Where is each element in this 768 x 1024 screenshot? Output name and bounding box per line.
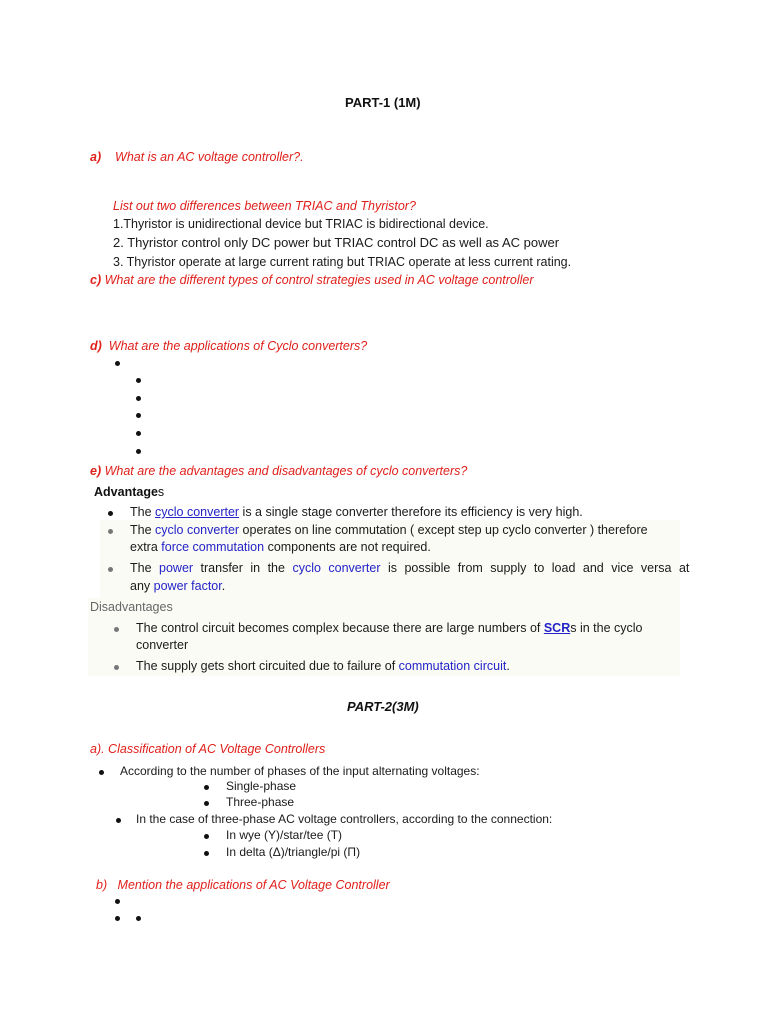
p2a-sub-bullet-4 — [204, 851, 209, 856]
p2a-sub-1: Single-phase — [226, 779, 297, 793]
dis2-pre: The supply gets short circuited due to failure of — [136, 659, 399, 673]
question-d-label: d) — [90, 339, 102, 353]
adv3-line2-pre: any — [130, 579, 154, 593]
advantage-3-line2 — [130, 579, 225, 593]
p2a-sub-2: Three-phase — [226, 795, 295, 809]
adv3-line1-post: is possible from supply to load and vice versa at — [380, 561, 690, 575]
adv-bullet-1 — [108, 511, 113, 516]
adv-bullet-3 — [108, 567, 113, 572]
advantage-2-line1 — [130, 523, 648, 537]
question-c — [90, 273, 534, 287]
adv2-line2-pre: extra — [130, 540, 162, 554]
disadvantages-heading: Disadvantages — [90, 600, 173, 614]
question-c-text: What are the different types of control strategies used in AC voltage controller — [104, 273, 534, 287]
part2-question-b — [96, 878, 390, 892]
adv1-post: is a single stage converter therefore its efficiency is very high. — [239, 505, 583, 519]
advantages-heading — [94, 485, 164, 499]
question-d — [90, 339, 367, 353]
p2a-sub-bullet-3 — [204, 834, 209, 839]
question-b-text: List out two differences between TRIAC and Thyristor? — [113, 199, 416, 213]
question-e-label: e) — [90, 464, 102, 478]
empty-bullet-d-4 — [136, 413, 141, 418]
power-link[interactable]: power — [159, 561, 194, 575]
question-e — [90, 464, 467, 478]
p2a-sub-bullet-1 — [204, 785, 209, 790]
adv3-line2-post: . — [221, 579, 226, 593]
empty-bullet-p2b-1 — [115, 899, 120, 904]
empty-bullet-d-3 — [136, 396, 141, 401]
p2a-bullet-2 — [116, 818, 121, 823]
advantage-1 — [130, 505, 583, 519]
p2a-sub-bullet-2 — [204, 801, 209, 806]
question-a-label: a) — [90, 150, 102, 164]
adv-bullet-2 — [108, 529, 113, 534]
answer-b-3: 3. Thyristor operate at large current rating but TRIAC operate at less current rating. — [113, 255, 572, 269]
dis-bullet-1 — [114, 627, 119, 632]
p2a-sub-3: In wye (Y)/star/tee (T) — [226, 828, 343, 842]
adv3-mid: transfer in the — [193, 561, 293, 575]
adv2-line1-post: operates on line commutation ( except step up cyclo converter ) therefore — [239, 523, 648, 537]
p2a-item-2: In the case of three-phase AC voltage controllers, according to the connection: — [136, 812, 553, 826]
adv3-cyclo-link[interactable]: cyclo converter — [292, 561, 381, 575]
dis1-pre: The control circuit becomes complex because there are large numbers of — [136, 621, 544, 635]
adv2-line2-post: components are not required. — [264, 540, 431, 554]
dis1-post: s in the cyclo — [570, 621, 643, 635]
part2-question-b-text: Mention the applications of AC Voltage Controller — [117, 878, 390, 892]
question-a-text: What is an AC voltage controller?. — [115, 150, 304, 164]
disadvantage-2 — [136, 659, 510, 673]
advantages-heading-main: Advantage — [94, 485, 158, 499]
question-c-label: c) — [90, 273, 102, 287]
p2a-sub-4: In delta (Δ)/triangle/pi (Π) — [226, 845, 361, 859]
question-e-text: What are the advantages and disadvantages of cyclo converters? — [104, 464, 468, 478]
adv3-pre: The — [130, 561, 160, 575]
part2-title: PART-2(3M) — [347, 699, 419, 714]
adv2-pre: The — [130, 523, 156, 537]
commutation-circuit-link[interactable]: commutation circuit — [398, 659, 507, 673]
adv1-pre: The — [130, 505, 156, 519]
advantages-heading-tail: s — [157, 485, 165, 499]
power-factor-link[interactable]: power factor — [153, 579, 222, 593]
empty-bullet-d-2 — [136, 378, 141, 383]
question-d-text: What are the applications of Cyclo converters? — [108, 339, 368, 353]
part2-question-a: a). Classification of AC Voltage Controllers — [90, 742, 326, 756]
part2-question-b-label: b) — [96, 878, 108, 892]
empty-bullet-d-5 — [136, 431, 141, 436]
scr-link[interactable]: SCR — [543, 621, 571, 635]
part1-title: PART-1 (1M) — [345, 95, 421, 110]
p2a-bullet-1 — [99, 770, 104, 775]
empty-bullet-p2b-3 — [136, 916, 141, 921]
dis-bullet-2 — [114, 665, 119, 670]
cyclo-converter-link[interactable]: cyclo converter — [155, 505, 240, 519]
answer-b-1: 1.Thyristor is unidirectional device but TRIAC is bidirectional device. — [113, 217, 489, 231]
dis2-post: . — [506, 659, 510, 673]
answer-b-2: 2. Thyristor control only DC power but TRIAC control DC as well as AC power — [113, 235, 560, 250]
disadvantage-1-line2: converter — [136, 638, 189, 652]
force-commutation-link[interactable]: force commutation — [161, 540, 265, 554]
disadvantage-1-line1 — [136, 621, 643, 635]
adv2-cyclo-link[interactable]: cyclo converter — [155, 523, 240, 537]
p2a-item-1: According to the number of phases of the input alternating voltages: — [120, 764, 480, 778]
advantage-2-line2 — [130, 540, 431, 554]
question-a — [90, 150, 304, 164]
empty-bullet-p2b-2 — [115, 916, 120, 921]
empty-bullet-d-6 — [136, 449, 141, 454]
empty-bullet-d-1 — [115, 361, 120, 366]
advantage-3-line1 — [130, 561, 689, 575]
